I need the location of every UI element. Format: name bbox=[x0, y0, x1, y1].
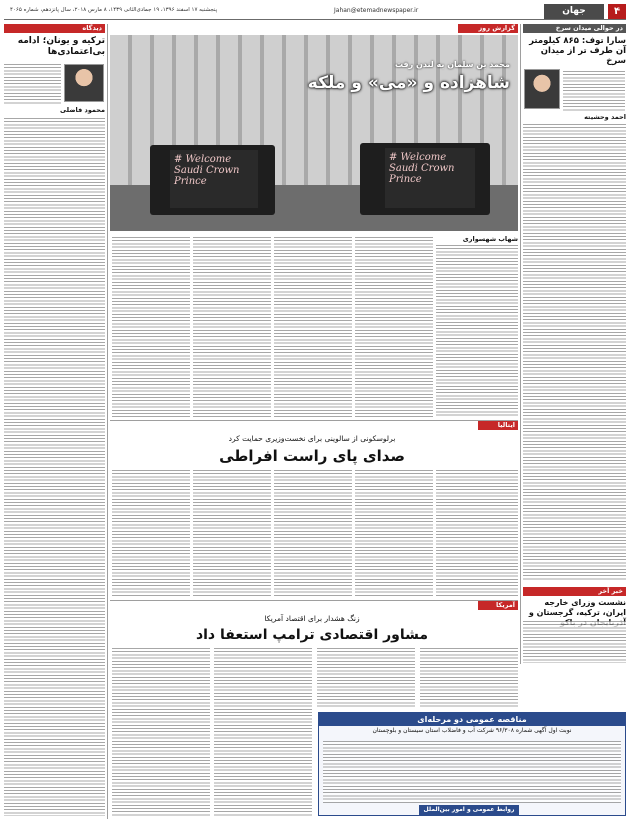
usa-text-col bbox=[420, 648, 518, 708]
feature-text-col bbox=[274, 237, 352, 417]
tender-ad bbox=[318, 712, 626, 816]
feature-photo bbox=[110, 35, 518, 231]
ad-subtitle: نوبت اول آگهی شماره ۹۶/۳۰۸ شرکت آب و فاضلاب استان سیستان و بلوچستان bbox=[372, 727, 572, 734]
right-column-author: احمد وحشیته bbox=[584, 113, 626, 121]
usa-text-col bbox=[214, 648, 312, 816]
italy-kicker: برلوسکونی از سالوینی برای نخست‌وزیری حمایت کرد bbox=[228, 434, 396, 443]
billboard-truck-right bbox=[360, 143, 490, 215]
usa-label-bar bbox=[110, 600, 518, 609]
usa-body bbox=[110, 648, 518, 708]
column-divider bbox=[520, 24, 521, 664]
section-email[interactable]: Jahan@etemadnewspaper.ir bbox=[334, 7, 419, 14]
column-divider bbox=[107, 24, 108, 819]
feature-title: شاهزاده و «می» و ملکه bbox=[307, 73, 510, 93]
article-body bbox=[523, 124, 626, 580]
news-box bbox=[523, 587, 626, 665]
ad-footer: روابط عمومی و امور بین‌الملل bbox=[419, 805, 519, 815]
article-text bbox=[563, 71, 625, 111]
left-column-label: دیدگاه bbox=[4, 24, 105, 33]
usa-title: مشاور اقتصادی ترامپ استعفا داد bbox=[195, 627, 429, 643]
feature-text-col bbox=[355, 237, 433, 417]
news-text bbox=[523, 621, 626, 663]
usa-text-col bbox=[317, 648, 415, 708]
news-title: نشست وزرای خارجه ایران، ترکیه، گرجستان و bbox=[528, 598, 626, 617]
date-line: پنجشنبه ۱۷ اسفند ۱۳۹۶، ۱۹ جمادی‌الثانی ۱۴۳۹، ۸ مارس ۲۰۱۸، سال پانزدهم، شماره ۴۰۶۵ bbox=[10, 7, 218, 13]
italy-label-bar bbox=[110, 420, 518, 429]
feature-author: شهاب شهسواری bbox=[462, 235, 518, 243]
usa-kicker: زنگ هشدار برای اقتصاد آمریکا bbox=[264, 614, 360, 623]
right-column-label: در حوالی میدان سرخ bbox=[523, 24, 626, 33]
italy-text-col bbox=[274, 470, 352, 597]
left-column bbox=[4, 24, 105, 819]
ad-title: مناقصه عمومی دو مرحله‌ای bbox=[319, 713, 625, 726]
right-column-title: سارا توف: ۸۶۵ کیلومتر آن طرف تر از میدان سرخ bbox=[529, 36, 626, 66]
news-label: خبر آخر bbox=[523, 587, 626, 596]
truck-screen-text: # Welcome Saudi Crown Prince bbox=[385, 148, 475, 208]
feature-text-col bbox=[112, 237, 190, 417]
ad-text bbox=[323, 741, 621, 803]
left-column-author: محمود فاضلی bbox=[60, 106, 105, 114]
feature-text-col bbox=[436, 245, 518, 417]
right-column bbox=[523, 24, 626, 584]
italy-text-col bbox=[436, 470, 518, 597]
italy-text-col bbox=[193, 470, 271, 597]
feature-text-col bbox=[193, 237, 271, 417]
page-header bbox=[4, 4, 626, 20]
usa-label: آمریکا bbox=[478, 601, 518, 610]
italy-text-col bbox=[112, 470, 190, 597]
italy-title: صدای پای راست افراطی bbox=[219, 447, 405, 465]
feature-label-bar bbox=[110, 24, 518, 33]
feature-body bbox=[110, 235, 518, 417]
italy-label: ایتالیا bbox=[478, 421, 518, 430]
truck-screen-text: # Welcome Saudi Crown Prince bbox=[170, 150, 258, 208]
italy-text-col bbox=[355, 470, 433, 597]
usa-text-col bbox=[112, 648, 210, 816]
left-column-title: ترکیه و یونان؛ ادامه بی‌اعتمادی‌ها bbox=[17, 36, 105, 57]
author-portrait bbox=[64, 64, 104, 102]
feature-subtitle: محمد بن سلمان به لندن رفت bbox=[394, 60, 510, 69]
page-number: ۴ bbox=[608, 4, 626, 19]
article-text bbox=[4, 64, 61, 104]
feature-label: گزارش روز bbox=[458, 24, 518, 33]
article-body bbox=[4, 118, 105, 816]
author-portrait bbox=[524, 69, 560, 109]
billboard-truck-left bbox=[150, 145, 275, 215]
section-title: جهان bbox=[544, 4, 604, 19]
italy-body bbox=[110, 470, 518, 597]
